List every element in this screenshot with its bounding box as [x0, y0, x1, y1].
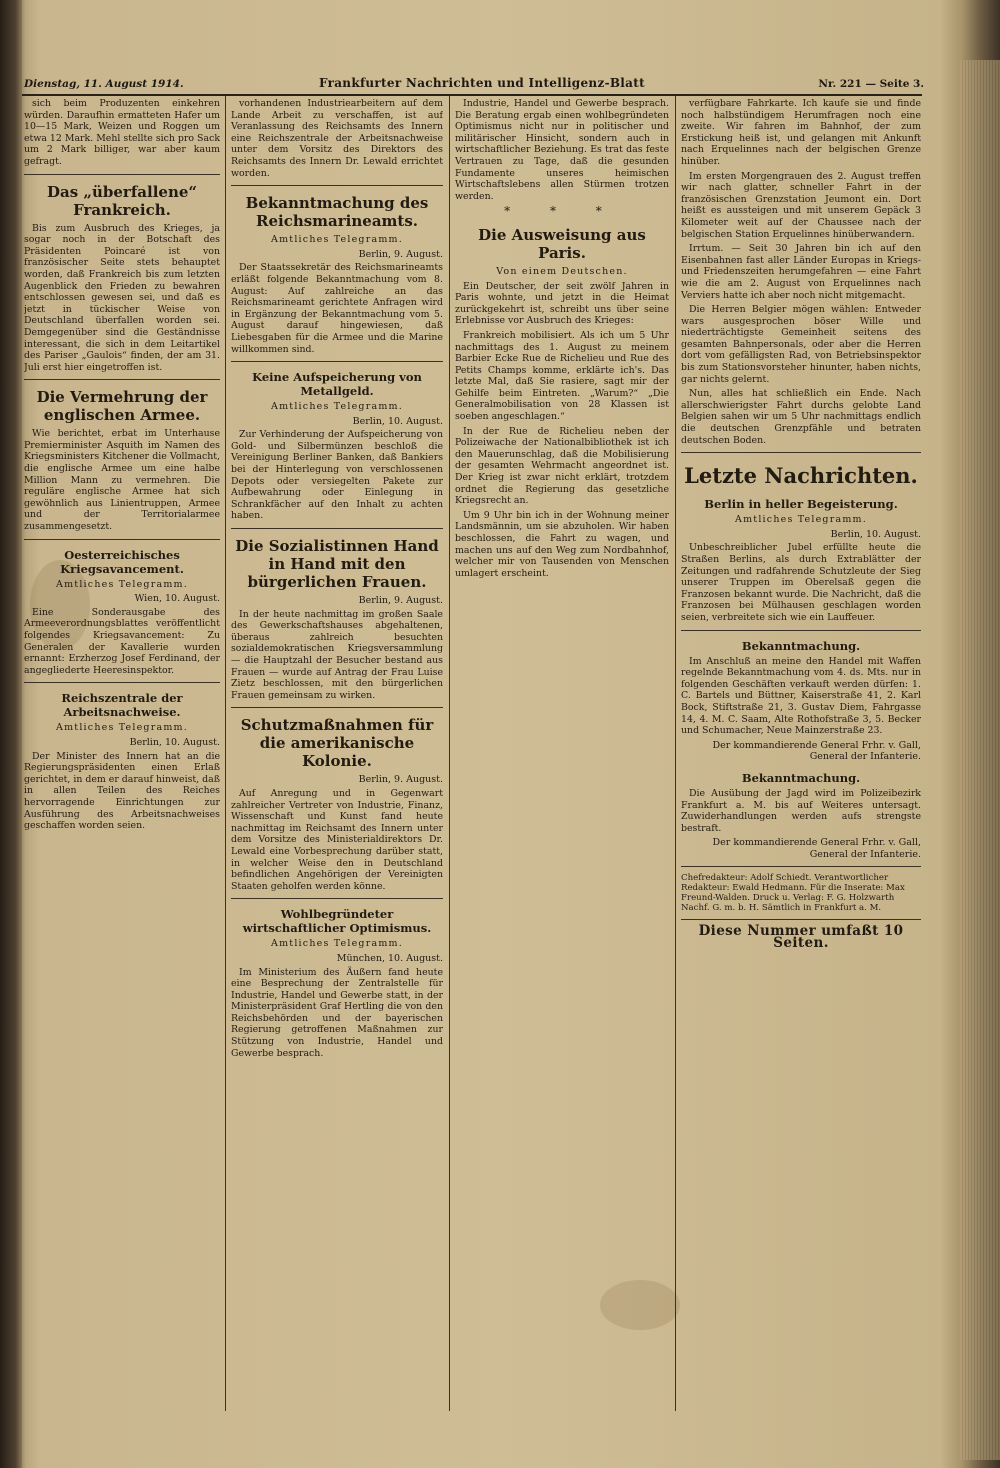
- headline-sozialistinnen: Die Sozialistinnen Hand in Hand mit den bürgerlichen Frauen.: [235, 537, 439, 592]
- column-4: [681, 98, 921, 1408]
- imprint: [681, 873, 921, 913]
- signature: Der kommandierende General Frhr. v. Gall, General der Infanterie.: [712, 837, 921, 860]
- separator: [231, 361, 443, 362]
- paragraph: Der Minister des Innern hat an die Regierungspräsidenten einen Erlaß gerichtet, in dem er darauf hinweist, daß in allen Teilen des Reiches hervorragende Einrichtungen zur Ausführung des Arbeitsnachweises geschaffen worden seien.: [24, 750, 220, 832]
- telegram-label: Amtliches Telegramm.: [56, 722, 188, 734]
- issue-date: Dienstag, 11. August 1914.: [24, 78, 184, 90]
- separator: [24, 379, 220, 380]
- column-3: [455, 98, 669, 1408]
- dateline: Berlin, 10. August.: [830, 528, 921, 540]
- paragraph: Die Herren Belgier mögen wählen: Entweder wars ausgesprochen böser Wille und niederträchtigste Gemeinheit seitens des gesamten Bahnpersonals, oder aber die Herren dort vom gefälligsten Rad, von Betriebsinspektor bis zum Stationsvorsteher hinunter, haben nichts, gar nichts gelernt.: [681, 304, 921, 385]
- paragraph: verfügbare Fahrkarte. Ich kaufe sie und finde noch halbstündigem Herumfragen noch eine zweite. Wir fahren im Bahnhof, der zum Erstickung heiß ist, und gelangen mit Ankunft nach Erquelinnes nach der belgischen Grenze hinüber.: [681, 98, 921, 167]
- paragraph: In der heute nachmittag im großen Saale des Gewerkschaftshauses abgehaltenen, überaus zahlreich besuchten sozialdemokratischen Kriegsversammlung — die Hauptzahl der Besucher bestand aus Frauen — wurde auf Antrag der Frau Luise Zietz beschlossen, mit den bürgerlichen Frauen gemeinsam zu wirken.: [231, 608, 443, 701]
- paragraph: Die Ausübung der Jagd wird im Polizeibezirk Frankfurt a. M. bis auf Weiteres untersagt. Zuwiderhandlungen werden aufs strengste bestraft.: [681, 787, 921, 834]
- signature: Der kommandierende General Frhr. v. Gall, General der Infanterie.: [712, 739, 921, 763]
- dateline: München, 10. August.: [336, 952, 443, 964]
- paragraph: Wie berichtet, erbat im Unterhause Premierminister Asquith im Namen des Kriegsministers Kitchener die Vollmacht, die englische Armee um eine halbe Million Mann zu vermehren. Die reguläre englische Armee hat sich gewöhnlich aus Linientruppen, Armee und der Territorialarmee zusammengesetzt.: [24, 428, 220, 533]
- headline-metallgeld: Keine Aufspeicherung von Metallgeld.: [252, 370, 422, 399]
- headline-reichsmarineamt: Bekanntmachung des Reichsmarineamts.: [245, 194, 429, 231]
- telegram-label: Amtliches Telegramm.: [271, 938, 403, 950]
- column-2: [231, 98, 443, 1408]
- headline-bekanntmachung: Bekanntmachung.: [741, 638, 861, 653]
- paragraph: vorhandenen Industriearbeitern auf dem Lande Arbeit zu verschaffen, ist auf Veranlassung des Reichsamts des Innern eine Reichszentrale der Arbeitsnachweise unter dem Vorsitz des Direktors des Reichsamts des Innern Dr. Lewald errichtet worden.: [231, 98, 443, 179]
- headline-frankreich: Das „überfallene“ Frankreich.: [46, 182, 198, 219]
- headline-kriegsavancement: Oesterreichisches Kriegsavancement.: [60, 547, 184, 576]
- telegram-label: Amtliches Telegramm.: [56, 578, 188, 590]
- paragraph: Zur Verhinderung der Aufspeicherung von Gold- und Silbermünzen beschloß die Vereinigung Berliner Banken, daß Bankiers bei der Hinterlegung von verschlossenen Depots oder versiegelten Pakete zur Aufbewahrung oder Einlegung in Schrankfächer auf den Inhalt zu achten haben.: [231, 429, 443, 522]
- headline-reichszentrale: Reichszentrale der Arbeitsnachweise.: [61, 691, 183, 720]
- separator: [681, 866, 921, 867]
- paragraph: Auf Anregung und in Gegenwart zahlreicher Vertreter von Industrie, Finanz, Wissenschaft und Kunst fand heute nachmittag im Reichsamt des Innern unter dem Vorsitze des Ministerialdirektors Dr. Lewald eine Vorbesprechung darüber statt, in welcher Weise den in Deutschland befindlichen Angehörigen der Vereinigten Staaten geholfen werden könne.: [231, 787, 443, 892]
- paragraph: Eine Sonderausgabe des Armeeverordnungsblattes veröffentlicht folgendes Kriegsavancement: Zu Generalen der Kavallerie wurden ernannt: Erzherzog Josef Ferdinand, der angegliederte Heeresinspektor.: [24, 606, 220, 676]
- separator: [681, 919, 921, 920]
- dateline: Berlin, 10. August.: [352, 415, 443, 427]
- separator: [231, 185, 443, 186]
- masthead: Frankfurter Nachrichten und Intelligenz-Blatt: [319, 76, 645, 90]
- page-edges: [960, 60, 1000, 1460]
- telegram-label: Amtliches Telegramm.: [735, 514, 867, 526]
- column-divider: [225, 96, 226, 1411]
- paragraph: Um 9 Uhr bin ich in der Wohnung meiner Landsmännin, um sie abzuholen. Wir haben beschlossen, die Fahrt zu wagen, und machen uns auf den Weg zum Nordbahnhof, welcher mir von Tausenden von Menschen umlagert erscheint.: [455, 509, 669, 579]
- dateline: Berlin, 9. August.: [358, 774, 443, 786]
- column-divider: [675, 96, 676, 1411]
- dateline: Berlin, 9. August.: [358, 595, 443, 607]
- column-1: [24, 98, 220, 1408]
- telegram-label: Amtliches Telegramm.: [271, 234, 403, 246]
- paragraph: Im ersten Morgengrauen des 2. August treffen wir nach glatter, schneller Fahrt in der französischen Grenzstation Jeumont ein. Dort heißt es aussteigen und mit unserem Gepäck 3 Kilometer weit auf der Chaussee nach der belgischen Station Erquelinnes hinüberwandern.: [681, 170, 921, 240]
- separator: [24, 174, 220, 175]
- headline-amerikanische-kolonie: Schutzmaßnahmen für die amerikanische Kolonie.: [240, 716, 434, 771]
- separator: [231, 898, 443, 899]
- headline-englische-armee: Die Vermehrung der englischen Armee.: [36, 388, 208, 425]
- paragraph: Nun, alles hat schließlich ein Ende. Nach allerschwierigster Fahrt durchs gelobte Land Belgien sahen wir um 5 Uhr nachmittags endlich die deutschen Grenzpfähle und betraten deutschen Boden.: [681, 388, 921, 446]
- separator: [24, 682, 220, 683]
- separator: [24, 539, 220, 540]
- separator: [681, 630, 921, 631]
- headline-berlin-begeisterung: Berlin in heller Begeisterung.: [704, 497, 898, 512]
- page-header: [24, 74, 924, 94]
- headline-letzte-nachrichten: Letzte Nachrichten.: [684, 463, 918, 489]
- paragraph: Frankreich mobilisiert. Als ich um 5 Uhr nachmittags des 1. August zu meinem Barbier Ecke Rue de Richelieu und Rue des Petits Champs komme, erklärte ich's. Das letzte Mal, daß Sie rasiere, sagt mir der Gehilfe beim Eintreten. „Warum?“ „Die Generalmobilisation von 28 Klassen ist soeben angeschlagen.“: [455, 329, 669, 423]
- dateline: Berlin, 10. August.: [129, 736, 220, 748]
- headline-ausweisung-paris: Die Ausweisung aus Paris.: [478, 225, 646, 262]
- paragraph: sich beim Produzenten einkehren würden. Daraufhin ermatteten Hafer um 10—15 Mark, Weizen und Roggen um etwa 12 Mark. Mehl stellte sich pro Sack um 2 Mark billiger, war aber kaum gefragt.: [24, 98, 220, 167]
- page-count-note: Diese Nummer umfaßt 10 Seiten.: [698, 923, 904, 952]
- imprint-text: Chefredakteur: Adolf Schiedt. Verantwortlicher Redakteur: Ewald Hedmann. Für die Inserate: Max Freund-Walden. Druck u. Verlag: F. G. Holzwarth Nachf. G. m. b. H. Sämtlich in Frankfurt a. M.: [681, 873, 905, 914]
- dateline: Wien, 10. August.: [134, 593, 220, 605]
- dateline: Berlin, 9. August.: [358, 248, 443, 260]
- byline: Von einem Deutschen.: [496, 265, 628, 277]
- header-rule: [22, 94, 922, 96]
- paragraph: Irrtum. — Seit 30 Jahren bin ich auf den Eisenbahnen fast aller Länder Europas in Kriegs- und Friedenszeiten herumgefahren — eine Fahrt wie die am 2. August von Erquelinnes nach Verviers hatte ich aber noch nicht mitgemacht.: [681, 243, 921, 301]
- separator: [681, 452, 921, 453]
- telegram-label: Amtliches Telegramm.: [271, 401, 403, 413]
- paragraph: Im Ministerium des Äußern fand heute eine Besprechung der Zentralstelle für Industrie, Handel und Gewerbe statt, in der Ministerpräsident Graf Hertling die von den Reichsbehörden und der bayerischen Regierung getroffenen Maßnahmen zur Stützung von Industrie, Handel und Gewerbe besprach.: [231, 966, 443, 1059]
- paragraph: Im Anschluß an meine den Handel mit Waffen regelnde Bekanntmachung vom 4. ds. Mts. nur in folgenden Geschäften verkauft werden dürfen: 1. C. Bartels und Büttner, Kaiserstraße 41, 2. Karl Bock, Stiftstraße 21, 3. Gustav Diem, Fahrgasse 14, 4. M. C. Saam, Alte Rothofstraße 3, 5. Becker und Schumacher, Neue Mainzerstraße 23.: [681, 655, 921, 737]
- column-divider: [449, 96, 450, 1411]
- paragraph: Bis zum Ausbruch des Krieges, ja sogar noch in der Botschaft des Präsidenten Poincaré ist von französischer Seite stets behauptet worden, daß Frankreich bis zum letzten Augenblick den Frieden zu bewahren entschlossen gewesen sei, und daß es jetzt in tückischer Weise von Deutschland überfallen worden sei. Demgegenüber sind die Geständnisse interessant, die sich in dem Leitartikel des Pariser „Gaulois“ finden, der am 31. Juli erst hier eingetroffen ist.: [24, 222, 220, 373]
- paragraph: Ein Deutscher, der seit zwölf Jahren in Paris wohnte, und jetzt in die Heimat zurückgekehrt ist, schreibt uns über seine Erlebnisse vor Ausbruch des Krieges:: [455, 280, 669, 327]
- section-stars: * * *: [504, 204, 620, 219]
- separator: [231, 707, 443, 708]
- headline-optimismus: Wohlbegründeter wirtschaftlicher Optimismus.: [242, 907, 432, 936]
- page-number: Nr. 221 — Seite 3.: [818, 78, 924, 90]
- separator: [231, 528, 443, 529]
- paragraph: In der Rue de Richelieu neben der Polizeiwache der Nationalbibliothek ist ich den Mauerunschlag, daß die Mobilisierung der gesamten Wehrmacht angeordnet ist. Der Krieg ist zwar nicht erklärt, trotzdem ordnet die Regierung das gesetzliche Kriegsrecht an.: [455, 425, 669, 507]
- headline-bekanntmachung-jagd: Bekanntmachung.: [741, 770, 861, 785]
- book-spine: [0, 0, 22, 1468]
- paragraph: Industrie, Handel und Gewerbe besprach. Die Beratung ergab einen wohlbegründeten Optimismus nicht nur in politischer und militärischer Hinsicht, sondern auch in wirtschaftlicher Beziehung. Es trat das feste Vertrauen zu Tage, daß die gesunden Fundamente unseres heimischen Wirtschaftslebens allen Stürmen trotzen werden.: [455, 98, 669, 202]
- paragraph: Unbeschreiblicher Jubel erfüllte heute die Straßen Berlins, als durch Extrablätter der Zeitungen und radfahrende Schutzleute der Sieg unserer Truppen im Oberelsaß gegen die Franzosen bekannt wurde. Die Nachricht, daß die Franzosen bei Mülhausen geschlagen worden seien, verbreitete sich wie ein Lauffeuer.: [681, 542, 921, 623]
- paragraph: Der Staatssekretär des Reichsmarineamts erläßt folgende Bekanntmachung vom 8. August: Auf zahlreiche an das Reichsmarineamt gerichtete Anfragen wird in Ergänzung der Bekanntmachung vom 5. August darauf hingewiesen, daß Liebesgaben für die Armee und die Marine willkommen sind.: [231, 262, 443, 355]
